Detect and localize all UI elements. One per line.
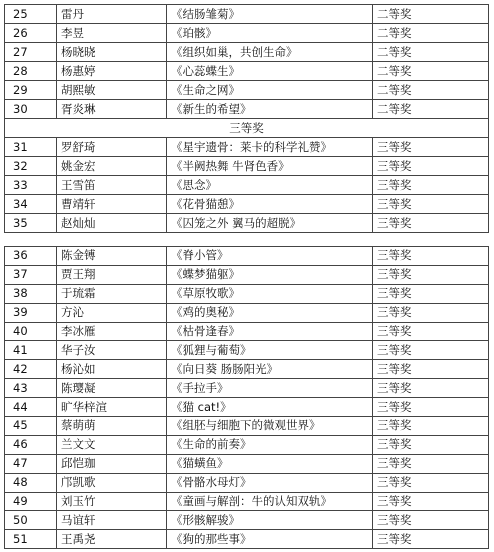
work-title: 《形骸解骏》 — [167, 511, 373, 530]
work-title: 《狐狸与葡萄》 — [167, 341, 373, 360]
winner-name: 罗舒琦 — [57, 138, 167, 157]
work-title: 《草原牧歌》 — [167, 284, 373, 303]
award-level: 三等奖 — [373, 511, 489, 530]
row-number: 34 — [5, 195, 57, 214]
row-number: 30 — [5, 100, 57, 119]
work-title: 《星宇遗骨：莱卡的科学礼赞》 — [167, 138, 373, 157]
table-row — [5, 62, 489, 81]
row-number: 32 — [5, 157, 57, 176]
winner-name: 姚金宏 — [57, 157, 167, 176]
award-level: 三等奖 — [373, 157, 489, 176]
row-number: 45 — [5, 417, 57, 436]
work-title: 《脊小管》 — [167, 247, 373, 266]
winner-name: 王禹尧 — [57, 530, 167, 549]
award-level: 三等奖 — [373, 247, 489, 266]
row-number: 44 — [5, 398, 57, 417]
winner-name: 曹靖轩 — [57, 195, 167, 214]
row-number: 40 — [5, 322, 57, 341]
table-row — [5, 360, 489, 379]
row-number: 39 — [5, 303, 57, 322]
table-row — [5, 379, 489, 398]
row-number: 29 — [5, 81, 57, 100]
table-row — [5, 176, 489, 195]
work-title: 《猫蟥鱼》 — [167, 454, 373, 473]
work-title: 《猫 cat!》 — [167, 398, 373, 417]
work-title: 《生命之网》 — [167, 81, 373, 100]
table-row — [5, 195, 489, 214]
winner-name: 于琉霜 — [57, 284, 167, 303]
row-number: 42 — [5, 360, 57, 379]
row-number: 35 — [5, 214, 57, 233]
awards-table-lower — [4, 246, 489, 549]
award-level: 三等奖 — [373, 417, 489, 436]
winner-name: 刘玉竹 — [57, 492, 167, 511]
row-number: 26 — [5, 24, 57, 43]
table-row — [5, 284, 489, 303]
row-number: 27 — [5, 43, 57, 62]
row-number: 25 — [5, 5, 57, 24]
awards-table-lower-body — [5, 247, 489, 549]
row-number: 36 — [5, 247, 57, 266]
table-row — [5, 530, 489, 549]
winner-name: 李昱 — [57, 24, 167, 43]
award-level: 三等奖 — [373, 265, 489, 284]
award-level: 三等奖 — [373, 214, 489, 233]
award-level: 二等奖 — [373, 62, 489, 81]
work-title: 《思念》 — [167, 176, 373, 195]
table-row — [5, 454, 489, 473]
table-row — [5, 473, 489, 492]
award-level: 二等奖 — [373, 24, 489, 43]
work-title: 《组胚与细胞下的微观世界》 — [167, 417, 373, 436]
winner-name: 杨沁如 — [57, 360, 167, 379]
table-row — [5, 157, 489, 176]
winner-name: 邝凯歌 — [57, 473, 167, 492]
award-level: 二等奖 — [373, 81, 489, 100]
award-level: 三等奖 — [373, 530, 489, 549]
row-number: 31 — [5, 138, 57, 157]
row-number: 51 — [5, 530, 57, 549]
row-number: 33 — [5, 176, 57, 195]
table-row — [5, 398, 489, 417]
winner-name: 兰文文 — [57, 435, 167, 454]
row-number: 50 — [5, 511, 57, 530]
table-row — [5, 5, 489, 24]
work-title: 《鸡的奥秘》 — [167, 303, 373, 322]
work-title: 《组织如巢，共创生命》 — [167, 43, 373, 62]
work-title: 《囚笼之外 翼马的超脱》 — [167, 214, 373, 233]
row-number: 46 — [5, 435, 57, 454]
table-row — [5, 435, 489, 454]
winner-name: 邱恺珈 — [57, 454, 167, 473]
table-row — [5, 322, 489, 341]
winner-name: 杨晓晓 — [57, 43, 167, 62]
winner-name: 方沁 — [57, 303, 167, 322]
table-row — [5, 492, 489, 511]
winner-name: 蔡萌萌 — [57, 417, 167, 436]
row-number: 47 — [5, 454, 57, 473]
section-header-row — [5, 119, 489, 138]
winner-name: 华子汝 — [57, 341, 167, 360]
award-level: 三等奖 — [373, 284, 489, 303]
winner-name: 马谊轩 — [57, 511, 167, 530]
winner-name: 王雪笛 — [57, 176, 167, 195]
table-row — [5, 511, 489, 530]
table-row — [5, 247, 489, 266]
award-level: 三等奖 — [373, 379, 489, 398]
section-title: 三等奖 — [5, 119, 489, 138]
awards-table-upper — [4, 4, 489, 233]
award-level: 三等奖 — [373, 398, 489, 417]
row-number: 43 — [5, 379, 57, 398]
winner-name: 陈璎凝 — [57, 379, 167, 398]
award-level: 三等奖 — [373, 360, 489, 379]
table-row — [5, 24, 489, 43]
award-level: 二等奖 — [373, 43, 489, 62]
work-title: 《骨骼水母灯》 — [167, 473, 373, 492]
row-number: 41 — [5, 341, 57, 360]
winner-name: 胥炎琳 — [57, 100, 167, 119]
work-title: 《蝶梦猫躯》 — [167, 265, 373, 284]
winner-name: 陈金镈 — [57, 247, 167, 266]
winner-name: 旷华梓渲 — [57, 398, 167, 417]
winner-name: 贾王翔 — [57, 265, 167, 284]
winner-name: 雷丹 — [57, 5, 167, 24]
winner-name: 赵灿灿 — [57, 214, 167, 233]
award-level: 二等奖 — [373, 100, 489, 119]
award-level: 三等奖 — [373, 303, 489, 322]
work-title: 《心蕊蝶生》 — [167, 62, 373, 81]
award-level: 三等奖 — [373, 176, 489, 195]
work-title: 《童画与解剖：牛的认知双轨》 — [167, 492, 373, 511]
award-level: 三等奖 — [373, 492, 489, 511]
winner-name: 胡熙敏 — [57, 81, 167, 100]
work-title: 《新生的希望》 — [167, 100, 373, 119]
work-title: 《珀骸》 — [167, 24, 373, 43]
work-title: 《向日葵 肠肠阳光》 — [167, 360, 373, 379]
table-row — [5, 265, 489, 284]
table-row — [5, 138, 489, 157]
table-row — [5, 417, 489, 436]
work-title: 《枯骨逢春》 — [167, 322, 373, 341]
award-level: 三等奖 — [373, 322, 489, 341]
award-level: 三等奖 — [373, 435, 489, 454]
winner-name: 杨惠婷 — [57, 62, 167, 81]
award-level: 三等奖 — [373, 454, 489, 473]
work-title: 《生命的前奏》 — [167, 435, 373, 454]
table-row — [5, 303, 489, 322]
award-level: 三等奖 — [373, 341, 489, 360]
work-title: 《结肠雏菊》 — [167, 5, 373, 24]
award-level: 三等奖 — [373, 473, 489, 492]
work-title: 《半阙热舞 牛肾色香》 — [167, 157, 373, 176]
awards-table-upper-body — [5, 5, 489, 233]
work-title: 《花骨猫憩》 — [167, 195, 373, 214]
table-row — [5, 43, 489, 62]
row-number: 28 — [5, 62, 57, 81]
row-number: 37 — [5, 265, 57, 284]
table-row — [5, 341, 489, 360]
table-row — [5, 214, 489, 233]
award-level: 二等奖 — [373, 5, 489, 24]
award-level: 三等奖 — [373, 138, 489, 157]
winner-name: 李冰雁 — [57, 322, 167, 341]
table-row — [5, 81, 489, 100]
award-level: 三等奖 — [373, 195, 489, 214]
work-title: 《狗的那些事》 — [167, 530, 373, 549]
work-title: 《手拉手》 — [167, 379, 373, 398]
row-number: 49 — [5, 492, 57, 511]
row-number: 48 — [5, 473, 57, 492]
row-number: 38 — [5, 284, 57, 303]
table-row — [5, 100, 489, 119]
